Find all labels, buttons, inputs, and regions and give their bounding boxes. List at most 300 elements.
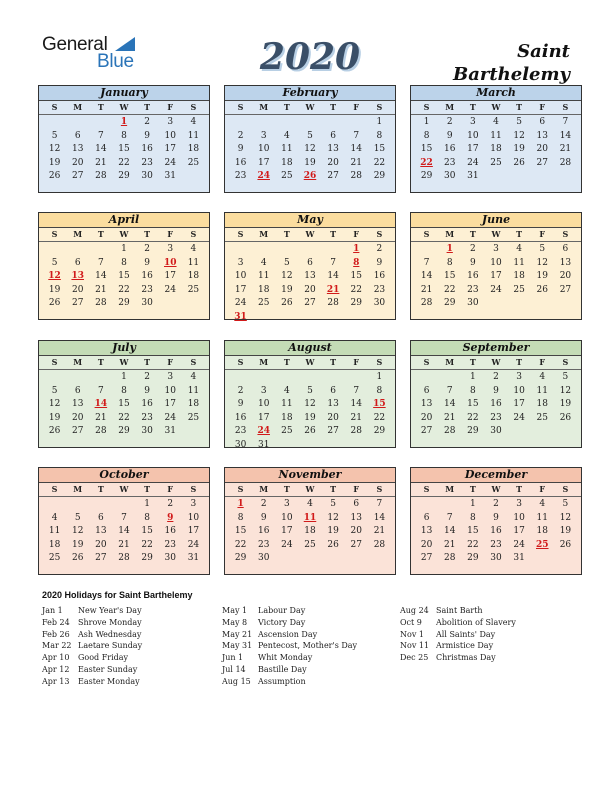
day-grid: [39, 242, 209, 311]
day-cell: 15: [141, 526, 153, 536]
day-cell: 10: [257, 399, 270, 409]
weekday-label: M: [259, 229, 269, 239]
day-cell: 26: [559, 539, 572, 550]
weekday-label: T: [283, 484, 290, 494]
day-cell: 10: [234, 271, 247, 281]
day-cell: 20: [350, 526, 362, 536]
weekday-label: S: [423, 229, 430, 239]
weekday-label: S: [190, 102, 197, 112]
day-cell: 5: [330, 499, 336, 509]
day-cell: 19: [327, 526, 339, 536]
month-title: February: [225, 86, 395, 101]
month-title: October: [39, 468, 209, 483]
day-cell: 13: [71, 399, 84, 409]
weekday-label: S: [562, 484, 569, 494]
weekday-header: [225, 483, 395, 497]
empty-cell: [415, 371, 438, 385]
weekday-label: M: [259, 102, 269, 112]
holiday-name: Shrove Monday: [78, 617, 142, 627]
weekday-label: T: [283, 102, 290, 112]
holiday-date: May 8: [222, 617, 248, 627]
day-cell: 2: [144, 117, 150, 127]
day-cell: 22: [467, 539, 479, 550]
day-cell: 9: [237, 144, 244, 154]
month-january: [38, 85, 210, 193]
day-cell: 15: [373, 144, 386, 154]
day-cell: 6: [74, 385, 81, 396]
holiday-row: [42, 640, 142, 652]
day-cell: 3: [167, 244, 174, 254]
day-cell: 28: [118, 553, 130, 563]
day-cell: 23: [141, 412, 153, 423]
day-cell: 9: [144, 257, 150, 268]
day-cell: 7: [330, 257, 336, 268]
month-title: December: [411, 468, 581, 483]
holiday-day: 24: [257, 426, 270, 436]
day-cell: 3: [283, 499, 290, 509]
holiday-date: Apr 13: [42, 676, 70, 686]
day-cell: 10: [164, 130, 176, 141]
empty-cell: [298, 243, 321, 257]
weekday-label: F: [167, 357, 174, 367]
weekday-label: S: [237, 102, 244, 112]
day-cell: 7: [121, 512, 127, 523]
day-cell: 7: [97, 385, 104, 396]
weekday-label: T: [144, 102, 151, 112]
weekday-label: W: [305, 229, 315, 239]
holiday-row: [400, 629, 516, 641]
holiday-day: 12: [48, 271, 61, 281]
month-title: September: [411, 341, 581, 356]
holiday-name: Victory Day: [258, 617, 306, 627]
day-cell: 6: [74, 130, 81, 141]
weekday-label: T: [469, 229, 476, 239]
day-cell: 30: [467, 298, 479, 308]
day-cell: 26: [513, 157, 525, 168]
day-grid: [225, 115, 395, 184]
day-cell: 30: [141, 426, 153, 436]
weekday-label: F: [353, 484, 360, 494]
day-cell: 27: [327, 171, 339, 181]
day-cell: 11: [536, 385, 548, 396]
day-cell: 19: [281, 284, 293, 295]
day-cell: 7: [562, 117, 569, 127]
empty-cell: [275, 243, 298, 257]
day-cell: 4: [539, 372, 546, 382]
day-cell: 2: [376, 244, 383, 254]
weekday-label: S: [423, 484, 430, 494]
day-cell: 1: [144, 499, 150, 509]
day-cell: 12: [559, 385, 572, 396]
day-cell: 7: [423, 257, 430, 268]
day-cell: 12: [559, 512, 572, 523]
day-cell: 1: [376, 117, 383, 127]
holiday-name: Ash Wednesday: [78, 629, 142, 639]
day-cell: 18: [281, 157, 293, 168]
day-cell: 28: [443, 553, 456, 563]
holiday-day: 10: [164, 257, 177, 268]
day-cell: 25: [257, 298, 270, 308]
empty-cell: [322, 116, 345, 130]
day-cell: 11: [187, 257, 200, 268]
day-cell: 8: [376, 385, 383, 396]
holiday-date: Oct 9: [400, 617, 422, 627]
holiday-day: 31: [234, 311, 247, 322]
holiday-name: Laetare Sunday: [78, 641, 143, 651]
day-cell: 12: [304, 144, 316, 154]
day-cell: 28: [350, 171, 362, 181]
weekday-label: M: [445, 357, 455, 367]
country-name: [453, 40, 570, 86]
weekday-label: T: [144, 357, 151, 367]
day-cell: 18: [187, 271, 200, 281]
day-cell: 23: [234, 426, 247, 436]
day-cell: 20: [71, 157, 84, 168]
day-cell: 6: [539, 117, 546, 127]
day-cell: 23: [164, 539, 176, 550]
holiday-name: Labour Day: [258, 606, 306, 615]
weekday-label: M: [259, 484, 269, 494]
day-cell: 29: [118, 298, 130, 308]
day-cell: 18: [536, 399, 548, 409]
day-cell: 7: [97, 257, 104, 268]
day-cell: 27: [350, 539, 362, 550]
day-cell: 14: [327, 271, 339, 281]
holiday-row: [400, 640, 516, 652]
month-december: [410, 467, 582, 575]
day-cell: 4: [493, 117, 499, 127]
day-cell: 1: [469, 499, 476, 509]
day-cell: 16: [164, 526, 176, 536]
weekday-label: M: [445, 229, 455, 239]
day-cell: 26: [281, 298, 293, 308]
day-cell: 9: [376, 257, 383, 268]
day-cell: 2: [167, 499, 174, 509]
month-february: [224, 85, 396, 193]
holiday-name: Saint Barth: [436, 606, 483, 615]
month-november: [224, 467, 396, 575]
day-cell: 11: [281, 399, 293, 409]
weekday-label: W: [491, 229, 501, 239]
day-cell: 16: [141, 144, 153, 154]
empty-cell: [66, 243, 89, 257]
holiday-day: 11: [303, 512, 317, 523]
weekday-label: S: [51, 102, 58, 112]
day-cell: 4: [539, 499, 546, 509]
day-cell: 27: [71, 171, 84, 181]
day-cell: 23: [490, 412, 502, 423]
day-cell: 19: [559, 526, 572, 536]
weekday-label: T: [97, 357, 104, 367]
day-cell: 16: [141, 271, 153, 281]
day-cell: 7: [97, 130, 104, 141]
empty-cell: [89, 371, 112, 385]
day-cell: 11: [490, 130, 502, 141]
holiday-column: [400, 605, 516, 664]
weekday-label: S: [237, 357, 244, 367]
day-cell: 1: [121, 244, 127, 254]
weekday-label: F: [539, 229, 546, 239]
day-cell: 31: [164, 426, 176, 436]
day-cell: 21: [95, 412, 107, 423]
day-cell: 23: [141, 284, 153, 295]
day-cell: 28: [443, 426, 456, 436]
weekday-label: F: [353, 229, 360, 239]
day-cell: 4: [307, 499, 313, 509]
day-cell: 10: [513, 512, 525, 523]
day-cell: 26: [71, 553, 84, 563]
day-cell: 15: [350, 271, 362, 281]
empty-cell: [229, 243, 252, 257]
day-cell: 14: [443, 399, 456, 409]
empty-cell: [252, 116, 275, 130]
day-cell: 21: [443, 412, 456, 423]
day-cell: 4: [283, 130, 290, 141]
day-cell: 2: [237, 130, 244, 141]
weekday-label: T: [283, 357, 290, 367]
day-cell: 30: [490, 426, 502, 436]
weekday-label: S: [376, 357, 383, 367]
holiday-date: Aug 15: [222, 676, 251, 686]
day-cell: 26: [48, 426, 61, 436]
empty-cell: [438, 371, 461, 385]
day-cell: 30: [164, 553, 176, 563]
day-cell: 13: [304, 271, 316, 281]
day-cell: 24: [467, 157, 479, 168]
holiday-date: May 1: [222, 606, 248, 615]
weekday-label: S: [376, 229, 383, 239]
day-cell: 4: [51, 512, 58, 523]
month-march: [410, 85, 582, 193]
day-cell: 8: [469, 385, 476, 396]
day-cell: 8: [121, 385, 127, 396]
day-cell: 25: [304, 539, 316, 550]
day-cell: 13: [95, 526, 107, 536]
day-cell: 30: [141, 298, 153, 308]
day-cell: 23: [234, 171, 247, 181]
day-cell: 6: [423, 512, 430, 523]
day-cell: 12: [281, 271, 293, 281]
day-cell: 4: [516, 244, 522, 254]
month-title: April: [39, 213, 209, 228]
day-cell: 19: [559, 399, 572, 409]
weekday-label: F: [539, 357, 546, 367]
day-cell: 25: [281, 171, 293, 181]
holiday-row: [222, 605, 357, 617]
weekday-label: T: [516, 229, 523, 239]
day-cell: 20: [327, 412, 339, 423]
day-cell: 4: [283, 385, 290, 396]
holiday-name: Good Friday: [78, 653, 129, 663]
country-name-line1: Saint: [517, 41, 570, 62]
day-cell: 14: [118, 526, 130, 536]
day-cell: 27: [71, 426, 84, 436]
holiday-date: Feb 26: [42, 629, 70, 639]
holiday-day: 8: [353, 257, 360, 268]
holiday-row: [400, 617, 516, 629]
weekday-label: W: [119, 102, 129, 112]
day-cell: 19: [71, 539, 84, 550]
day-cell: 17: [257, 157, 270, 168]
day-cell: 13: [71, 144, 84, 154]
weekday-label: W: [305, 484, 315, 494]
day-cell: 2: [237, 385, 244, 396]
day-cell: 17: [513, 399, 525, 409]
weekday-label: M: [73, 484, 83, 494]
day-cell: 26: [327, 539, 339, 550]
holiday-row: [222, 629, 357, 641]
day-cell: 25: [187, 284, 200, 295]
weekday-label: M: [445, 102, 455, 112]
day-cell: 5: [51, 385, 58, 396]
day-cell: 25: [281, 426, 293, 436]
day-cell: 29: [373, 171, 386, 181]
day-grid: [411, 115, 581, 184]
holiday-date: Apr 10: [42, 653, 70, 663]
empty-cell: [229, 371, 252, 385]
day-cell: 5: [516, 117, 522, 127]
day-cell: 22: [350, 284, 362, 295]
day-cell: 28: [327, 298, 339, 308]
day-cell: 13: [536, 130, 548, 141]
empty-cell: [322, 243, 345, 257]
holiday-date: Feb 24: [42, 617, 70, 627]
day-cell: 30: [373, 298, 386, 308]
holiday-day: 15: [373, 399, 386, 409]
holiday-date: May 21: [222, 629, 253, 639]
weekday-label: S: [190, 229, 197, 239]
empty-cell: [229, 116, 252, 130]
day-cell: 22: [373, 157, 386, 168]
logo-general-text: General: [42, 34, 108, 55]
day-cell: 25: [187, 157, 200, 168]
day-cell: 8: [121, 130, 127, 141]
holiday-day: 25: [536, 539, 549, 550]
day-cell: 20: [536, 144, 548, 154]
day-cell: 1: [376, 372, 383, 382]
day-cell: 11: [187, 385, 200, 396]
holiday-row: [222, 664, 357, 676]
holiday-date: Mar 22: [42, 641, 72, 651]
weekday-label: T: [516, 102, 523, 112]
day-cell: 16: [373, 271, 386, 281]
holiday-day: 1: [237, 499, 244, 509]
day-cell: 7: [353, 385, 360, 396]
weekday-label: S: [237, 229, 244, 239]
day-cell: 29: [118, 171, 130, 181]
holiday-row: [222, 652, 357, 664]
holiday-day: 26: [303, 171, 317, 181]
day-cell: 13: [327, 144, 339, 154]
day-cell: 30: [443, 171, 456, 181]
day-cell: 29: [234, 553, 247, 563]
day-cell: 16: [234, 412, 247, 423]
holiday-row: [42, 617, 142, 629]
day-cell: 15: [420, 144, 433, 154]
weekday-label: T: [516, 484, 523, 494]
day-cell: 28: [95, 426, 107, 436]
day-grid: [411, 242, 581, 311]
day-cell: 15: [467, 526, 479, 536]
day-cell: 31: [164, 171, 176, 181]
weekday-label: T: [469, 102, 476, 112]
day-cell: 14: [420, 271, 433, 281]
month-july: [38, 340, 210, 448]
day-cell: 27: [71, 298, 84, 308]
day-cell: 16: [467, 271, 479, 281]
day-cell: 19: [536, 271, 548, 281]
day-cell: 4: [190, 117, 197, 127]
day-cell: 10: [467, 130, 479, 141]
day-cell: 29: [373, 426, 386, 436]
day-cell: 29: [467, 426, 479, 436]
empty-cell: [298, 116, 321, 130]
holiday-row: [400, 652, 516, 664]
holiday-date: Nov 11: [400, 641, 430, 651]
day-cell: 1: [423, 117, 430, 127]
day-cell: 6: [330, 385, 336, 396]
day-cell: 7: [353, 130, 360, 141]
weekday-label: T: [330, 484, 337, 494]
day-cell: 16: [490, 399, 502, 409]
day-cell: 15: [234, 526, 247, 536]
weekday-header: [225, 228, 395, 242]
day-cell: 23: [257, 539, 270, 550]
empty-cell: [345, 371, 368, 385]
weekday-label: S: [51, 357, 58, 367]
weekday-label: F: [539, 484, 546, 494]
day-cell: 7: [446, 512, 453, 523]
weekday-header: [411, 101, 581, 115]
weekday-label: S: [237, 484, 244, 494]
day-cell: 28: [373, 539, 386, 550]
weekday-label: T: [144, 229, 151, 239]
weekday-header: [411, 228, 581, 242]
day-cell: 18: [536, 526, 548, 536]
day-cell: 6: [74, 257, 81, 268]
weekday-label: T: [330, 357, 337, 367]
day-cell: 4: [190, 372, 197, 382]
day-cell: 3: [516, 499, 522, 509]
holiday-date: Jun 1: [222, 653, 244, 663]
day-cell: 3: [167, 372, 174, 382]
day-cell: 14: [95, 271, 107, 281]
empty-cell: [89, 116, 112, 130]
day-cell: 26: [559, 412, 572, 423]
holiday-day: 21: [326, 284, 340, 295]
holiday-name: Assumption: [258, 676, 306, 686]
weekday-label: T: [97, 484, 104, 494]
holiday-date: Dec 25: [400, 653, 429, 663]
weekday-label: T: [97, 229, 104, 239]
empty-cell: [66, 116, 89, 130]
logo-blue-text: Blue: [97, 51, 134, 72]
day-grid: [225, 242, 395, 324]
day-cell: 6: [353, 499, 360, 509]
day-cell: 6: [307, 257, 313, 268]
weekday-label: T: [144, 484, 151, 494]
day-cell: 15: [118, 271, 130, 281]
day-cell: 31: [467, 171, 479, 181]
day-cell: 14: [95, 144, 107, 154]
empty-cell: [438, 498, 461, 512]
day-cell: 22: [234, 539, 247, 550]
day-cell: 19: [48, 284, 61, 295]
weekday-label: W: [491, 484, 501, 494]
holiday-row: [222, 640, 357, 652]
weekday-label: T: [283, 229, 290, 239]
day-cell: 29: [467, 553, 479, 563]
